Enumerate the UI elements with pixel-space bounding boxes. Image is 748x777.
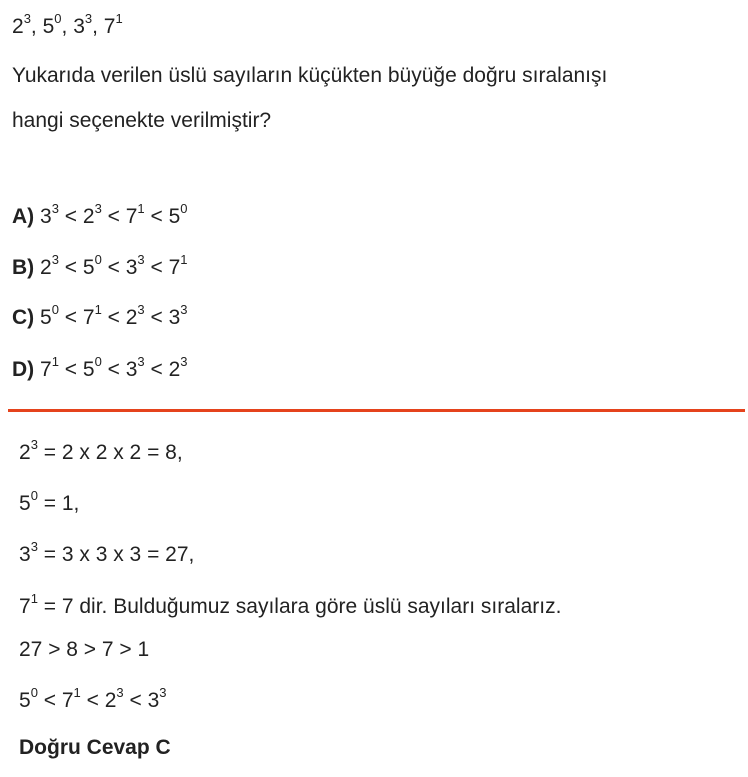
question-text-line-1: Yukarıda verilen üslü sayıların küçükten büyüğe doğru sıralanışı <box>12 64 608 87</box>
option-b[interactable]: B) $2^3 < 5^0 < 3^3 < 7^1$ <box>12 252 188 279</box>
option-letter: C) <box>12 306 35 329</box>
number-base: 5 <box>42 15 55 38</box>
correct-answer: Doğru Cevap C <box>19 736 171 759</box>
option-d[interactable]: D) $7^1 < 5^0 < 3^3 < 2^3$ <box>12 354 188 381</box>
solution-line-4: $7^1 = 7$ dir. Bulduğumuz sayılara göre üslü sayıları sıralarız. <box>19 591 562 618</box>
section-divider <box>8 409 745 412</box>
option-a[interactable]: A) $3^3 < 2^3 < 7^1 < 5^0$ <box>12 201 188 228</box>
option-letter: A) <box>12 205 35 228</box>
solution-line-6: $5^0 < 7^1 < 2^3 < 3^3$ <box>19 685 167 712</box>
number-base: 3 <box>73 15 85 38</box>
number-exponent: 1 <box>115 11 123 26</box>
solution-line-5: 27 > 8 > 7 > 1 <box>19 638 150 661</box>
option-letter: D) <box>12 358 35 381</box>
given-numbers: $2^3$, $5^0$, $3^3$, $7^1$ <box>12 11 123 38</box>
number-exponent: 3 <box>23 11 31 26</box>
number-exponent: 3 <box>84 11 93 26</box>
number-exponent: 0 <box>54 11 62 26</box>
option-c[interactable]: C) $5^0 < 7^1 < 2^3 < 3^3$ <box>12 302 188 329</box>
number-base: 2 <box>12 15 24 38</box>
solution-line-2: $5^0 = 1$, <box>19 488 80 515</box>
question-text-line-2: hangi seçenekte verilmiştir? <box>12 109 272 132</box>
solution-line-1: $2^3 = 2$ x 2 x 2 = 8, <box>19 437 183 464</box>
number-base: 7 <box>103 15 116 38</box>
solution-line-3: $3^3 = 3$ x 3 x 3 = 27, <box>19 539 195 566</box>
option-letter: B) <box>12 256 35 279</box>
